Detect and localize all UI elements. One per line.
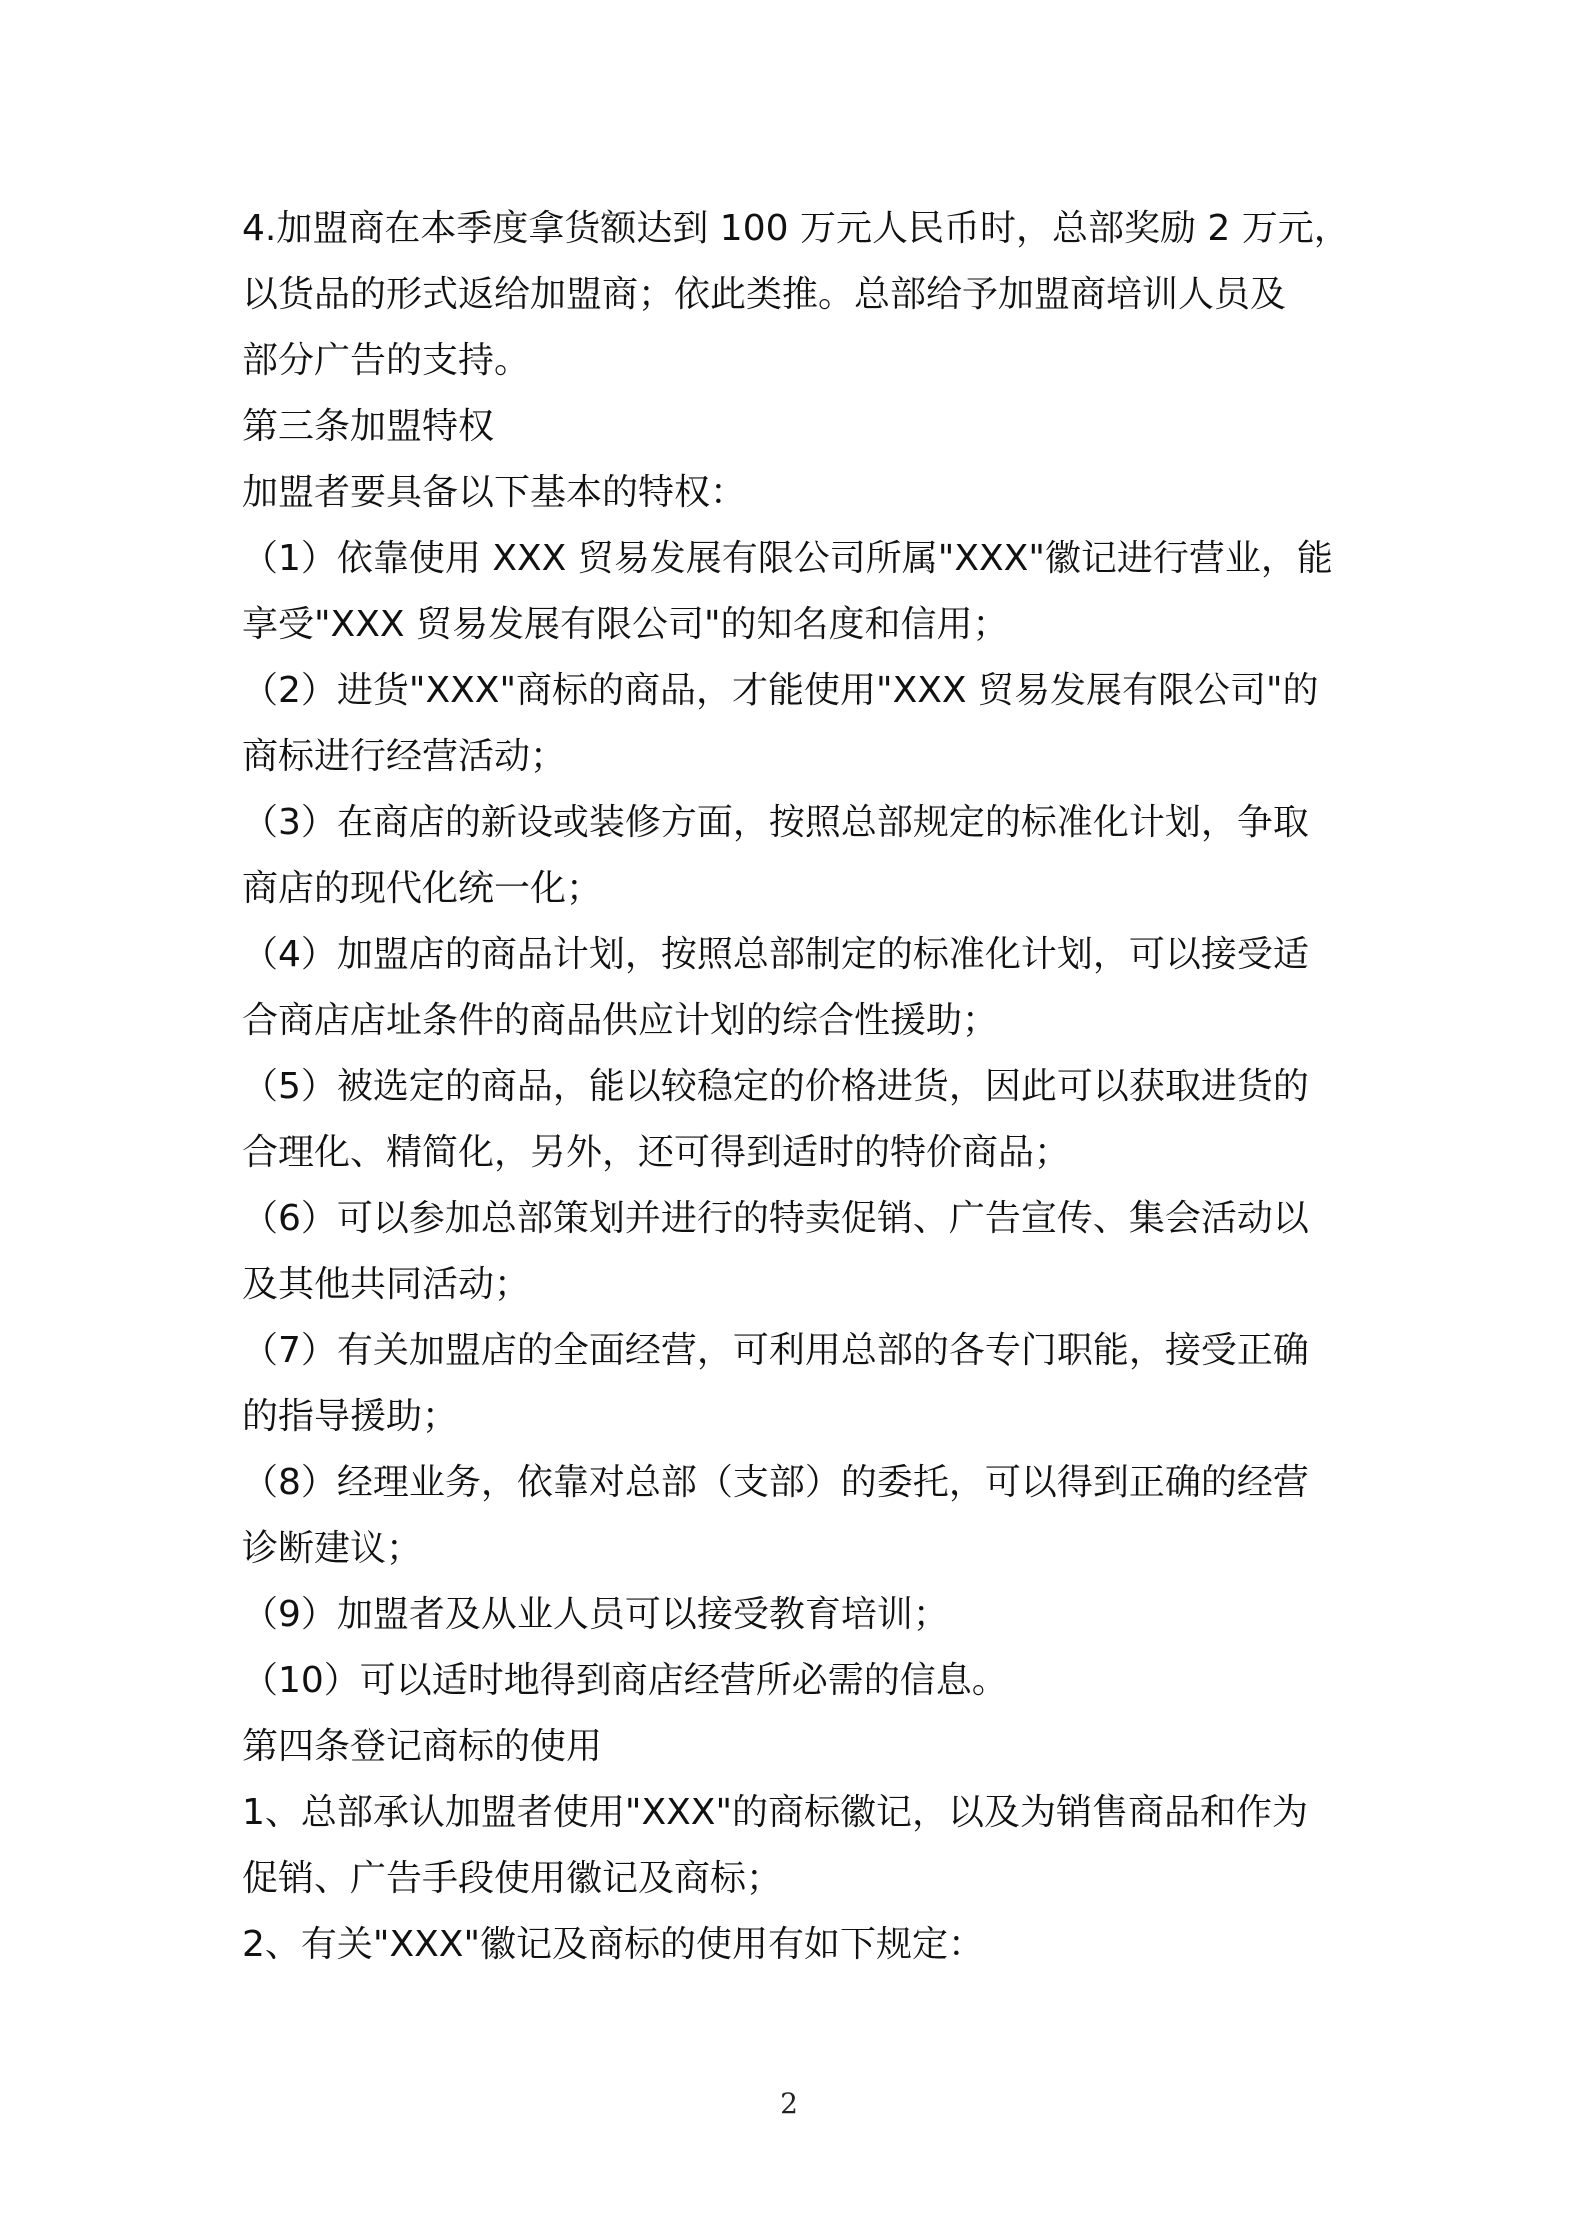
list-item-line: 及其他共同活动； xyxy=(242,1264,531,1305)
list-item-line: （1）依靠使用 XXX 贸易发展有限公司所属"XXX"徽记进行营业，能 xyxy=(242,538,1333,579)
list-item-line: （10）可以适时地得到商店经营所必需的信息。 xyxy=(242,1660,1008,1701)
list-item-line: （4）加盟店的商品计划，按照总部制定的标准化计划，可以接受适 xyxy=(242,934,1309,975)
list-item-line: 合理化、精简化，另外，还可得到适时的特价商品； xyxy=(242,1132,1071,1173)
list-item-line: 合商店店址条件的商品供应计划的综合性援助； xyxy=(242,1000,999,1041)
list-item-line: （2）进货"XXX"商标的商品，才能使用"XXX 贸易发展有限公司"的 xyxy=(242,670,1319,711)
list-item-line: 诊断建议； xyxy=(242,1528,423,1569)
paragraph-line: 1、总部承认加盟者使用"XXX"的商标徽记，以及为销售商品和作为 xyxy=(242,1792,1309,1833)
paragraph-line: 以货品的形式返给加盟商；依此类推。总部给予加盟商培训人员及 xyxy=(242,274,1287,315)
section-heading: 第四条登记商标的使用 xyxy=(242,1726,603,1767)
paragraph-line: 4.加盟商在本季度拿货额达到 100 万元人民币时，总部奖励 2 万元， xyxy=(242,208,1350,249)
list-item-line: （6）可以参加总部策划并进行的特卖促销、广告宣传、集会活动以 xyxy=(242,1198,1309,1239)
list-item-line: （8）经理业务，依靠对总部（支部）的委托，可以得到正确的经营 xyxy=(242,1462,1309,1503)
list-item-line: （3）在商店的新设或装修方面，按照总部规定的标准化计划，争取 xyxy=(242,802,1309,843)
paragraph-line: 加盟者要具备以下基本的特权： xyxy=(242,472,747,513)
list-item-line: （5）被选定的商品，能以较稳定的价格进货，因此可以获取进货的 xyxy=(242,1066,1309,1107)
list-item-line: （7）有关加盟店的全面经营，可利用总部的各专门职能，接受正确 xyxy=(242,1330,1309,1371)
list-item-line: 商标进行经营活动； xyxy=(242,736,567,777)
section-heading: 第三条加盟特权 xyxy=(242,406,495,447)
document-body xyxy=(242,196,1350,1978)
page-number: 2 xyxy=(780,2087,798,2120)
paragraph-line: 促销、广告手段使用徽记及商标； xyxy=(242,1858,783,1899)
list-item-line: 商店的现代化统一化； xyxy=(242,868,603,909)
list-item-line: 享受"XXX 贸易发展有限公司"的知名度和信用； xyxy=(242,604,1009,645)
paragraph-line: 2、有关"XXX"徽记及商标的使用有如下规定： xyxy=(242,1924,985,1965)
list-item-line: 的指导援助； xyxy=(242,1396,459,1437)
list-item-line: （9）加盟者及从业人员可以接受教育培训； xyxy=(242,1594,949,1635)
paragraph-line: 部分广告的支持。 xyxy=(242,340,531,381)
